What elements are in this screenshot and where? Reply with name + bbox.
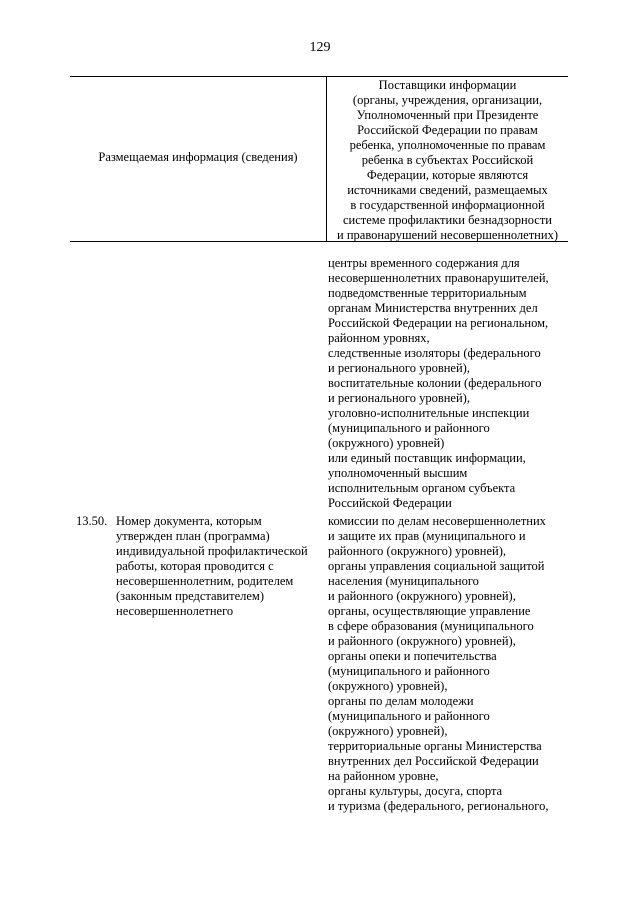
text-line: несовершеннолетним, родителем bbox=[116, 574, 294, 588]
text-line: органы опеки и попечительства bbox=[328, 649, 497, 663]
text-line: Российской Федерации на региональном, bbox=[328, 316, 549, 330]
text-line: уполномоченный высшим bbox=[328, 466, 468, 480]
row-info-cell bbox=[116, 514, 308, 619]
text-line: и районного (окружного) уровней), bbox=[328, 589, 516, 603]
text-line: Федерации, которые являются bbox=[366, 168, 529, 182]
text-line: следственные изоляторы (федерального bbox=[328, 346, 541, 360]
text-line: населения (муниципального bbox=[328, 574, 479, 588]
continued-providers-cell bbox=[328, 256, 549, 511]
text-line: Номер документа, которым bbox=[116, 514, 262, 528]
text-line: и правонарушений несовершеннолетних) bbox=[337, 228, 558, 242]
text-line: районном уровнях, bbox=[328, 331, 430, 345]
text-line: несовершеннолетнего bbox=[116, 604, 234, 618]
text-line: районного (окружного) уровней), bbox=[328, 544, 507, 558]
text-line: (муниципального и районного bbox=[328, 664, 490, 678]
header-providers-column bbox=[327, 78, 568, 243]
text-line: ребенка, уполномоченные по правам bbox=[349, 138, 546, 152]
text-line: (муниципального и районного bbox=[328, 709, 490, 723]
text-line: работы, которая проводится с bbox=[116, 559, 274, 573]
text-line: Российской Федерации по правам bbox=[357, 123, 538, 137]
text-line: Уполномоченный при Президенте bbox=[356, 108, 539, 122]
text-line: органы управления социальной защитой bbox=[328, 559, 545, 573]
text-line: источниками сведений, размещаемых bbox=[347, 183, 548, 197]
header-info-column: Размещаемая информация (сведения) bbox=[98, 150, 298, 164]
text-line: (окружного) уровней), bbox=[328, 679, 448, 693]
text-line: (муниципального и районного bbox=[328, 421, 490, 435]
row-providers-cell bbox=[328, 514, 549, 814]
text-line: и регионального уровней), bbox=[328, 361, 470, 375]
text-line: и туризма (федерального, регионального, bbox=[328, 799, 549, 813]
text-line: комиссии по делам несовершеннолетних bbox=[328, 514, 546, 528]
text-line: несовершеннолетних правонарушителей, bbox=[328, 271, 549, 285]
text-line: или единый поставщик информации, bbox=[328, 451, 526, 465]
text-line: территориальные органы Министерства bbox=[328, 739, 542, 753]
text-line: и районного (окружного) уровней), bbox=[328, 634, 516, 648]
text-line: органам Министерства внутренних дел bbox=[328, 301, 538, 315]
row-number: 13.50. bbox=[76, 514, 108, 528]
text-line: Поставщики информации bbox=[378, 78, 517, 92]
text-line: утвержден план (программа) bbox=[116, 529, 270, 543]
text-line: и регионального уровней), bbox=[328, 391, 470, 405]
text-line: (окружного) уровней), bbox=[328, 724, 448, 738]
text-line: Российской Федерации bbox=[328, 496, 452, 510]
text-line: (органы, учреждения, организации, bbox=[352, 93, 543, 107]
text-line: на районном уровне, bbox=[328, 769, 439, 783]
text-line: (законным представителем) bbox=[116, 589, 265, 603]
text-line: в государственной информационной bbox=[350, 198, 545, 212]
text-line: уголовно-исполнительные инспекции bbox=[328, 406, 530, 420]
text-line: органы, осуществляющие управление bbox=[328, 604, 531, 618]
text-line: (окружного) уровней) bbox=[328, 436, 445, 450]
text-line: центры временного содержания для bbox=[328, 256, 520, 270]
page-number: 129 bbox=[309, 40, 331, 55]
table-top-border bbox=[70, 76, 568, 77]
text-line: воспитательные колонии (федерального bbox=[328, 376, 542, 390]
text-line: внутренних дел Российской Федерации bbox=[328, 754, 539, 768]
text-line: в сфере образования (муниципального bbox=[328, 619, 534, 633]
text-line: исполнительным органом субъекта bbox=[328, 481, 516, 495]
text-line: индивидуальной профилактической bbox=[116, 544, 308, 558]
text-line: органы культуры, досуга, спорта bbox=[328, 784, 503, 798]
text-line: подведомственные территориальным bbox=[328, 286, 527, 300]
text-line: и защите их прав (муниципального и bbox=[328, 529, 526, 543]
text-line: системе профилактики безнадзорности bbox=[343, 213, 552, 227]
text-line: органы по делам молодежи bbox=[328, 694, 474, 708]
text-line: ребенка в субъектах Российской bbox=[361, 153, 534, 167]
